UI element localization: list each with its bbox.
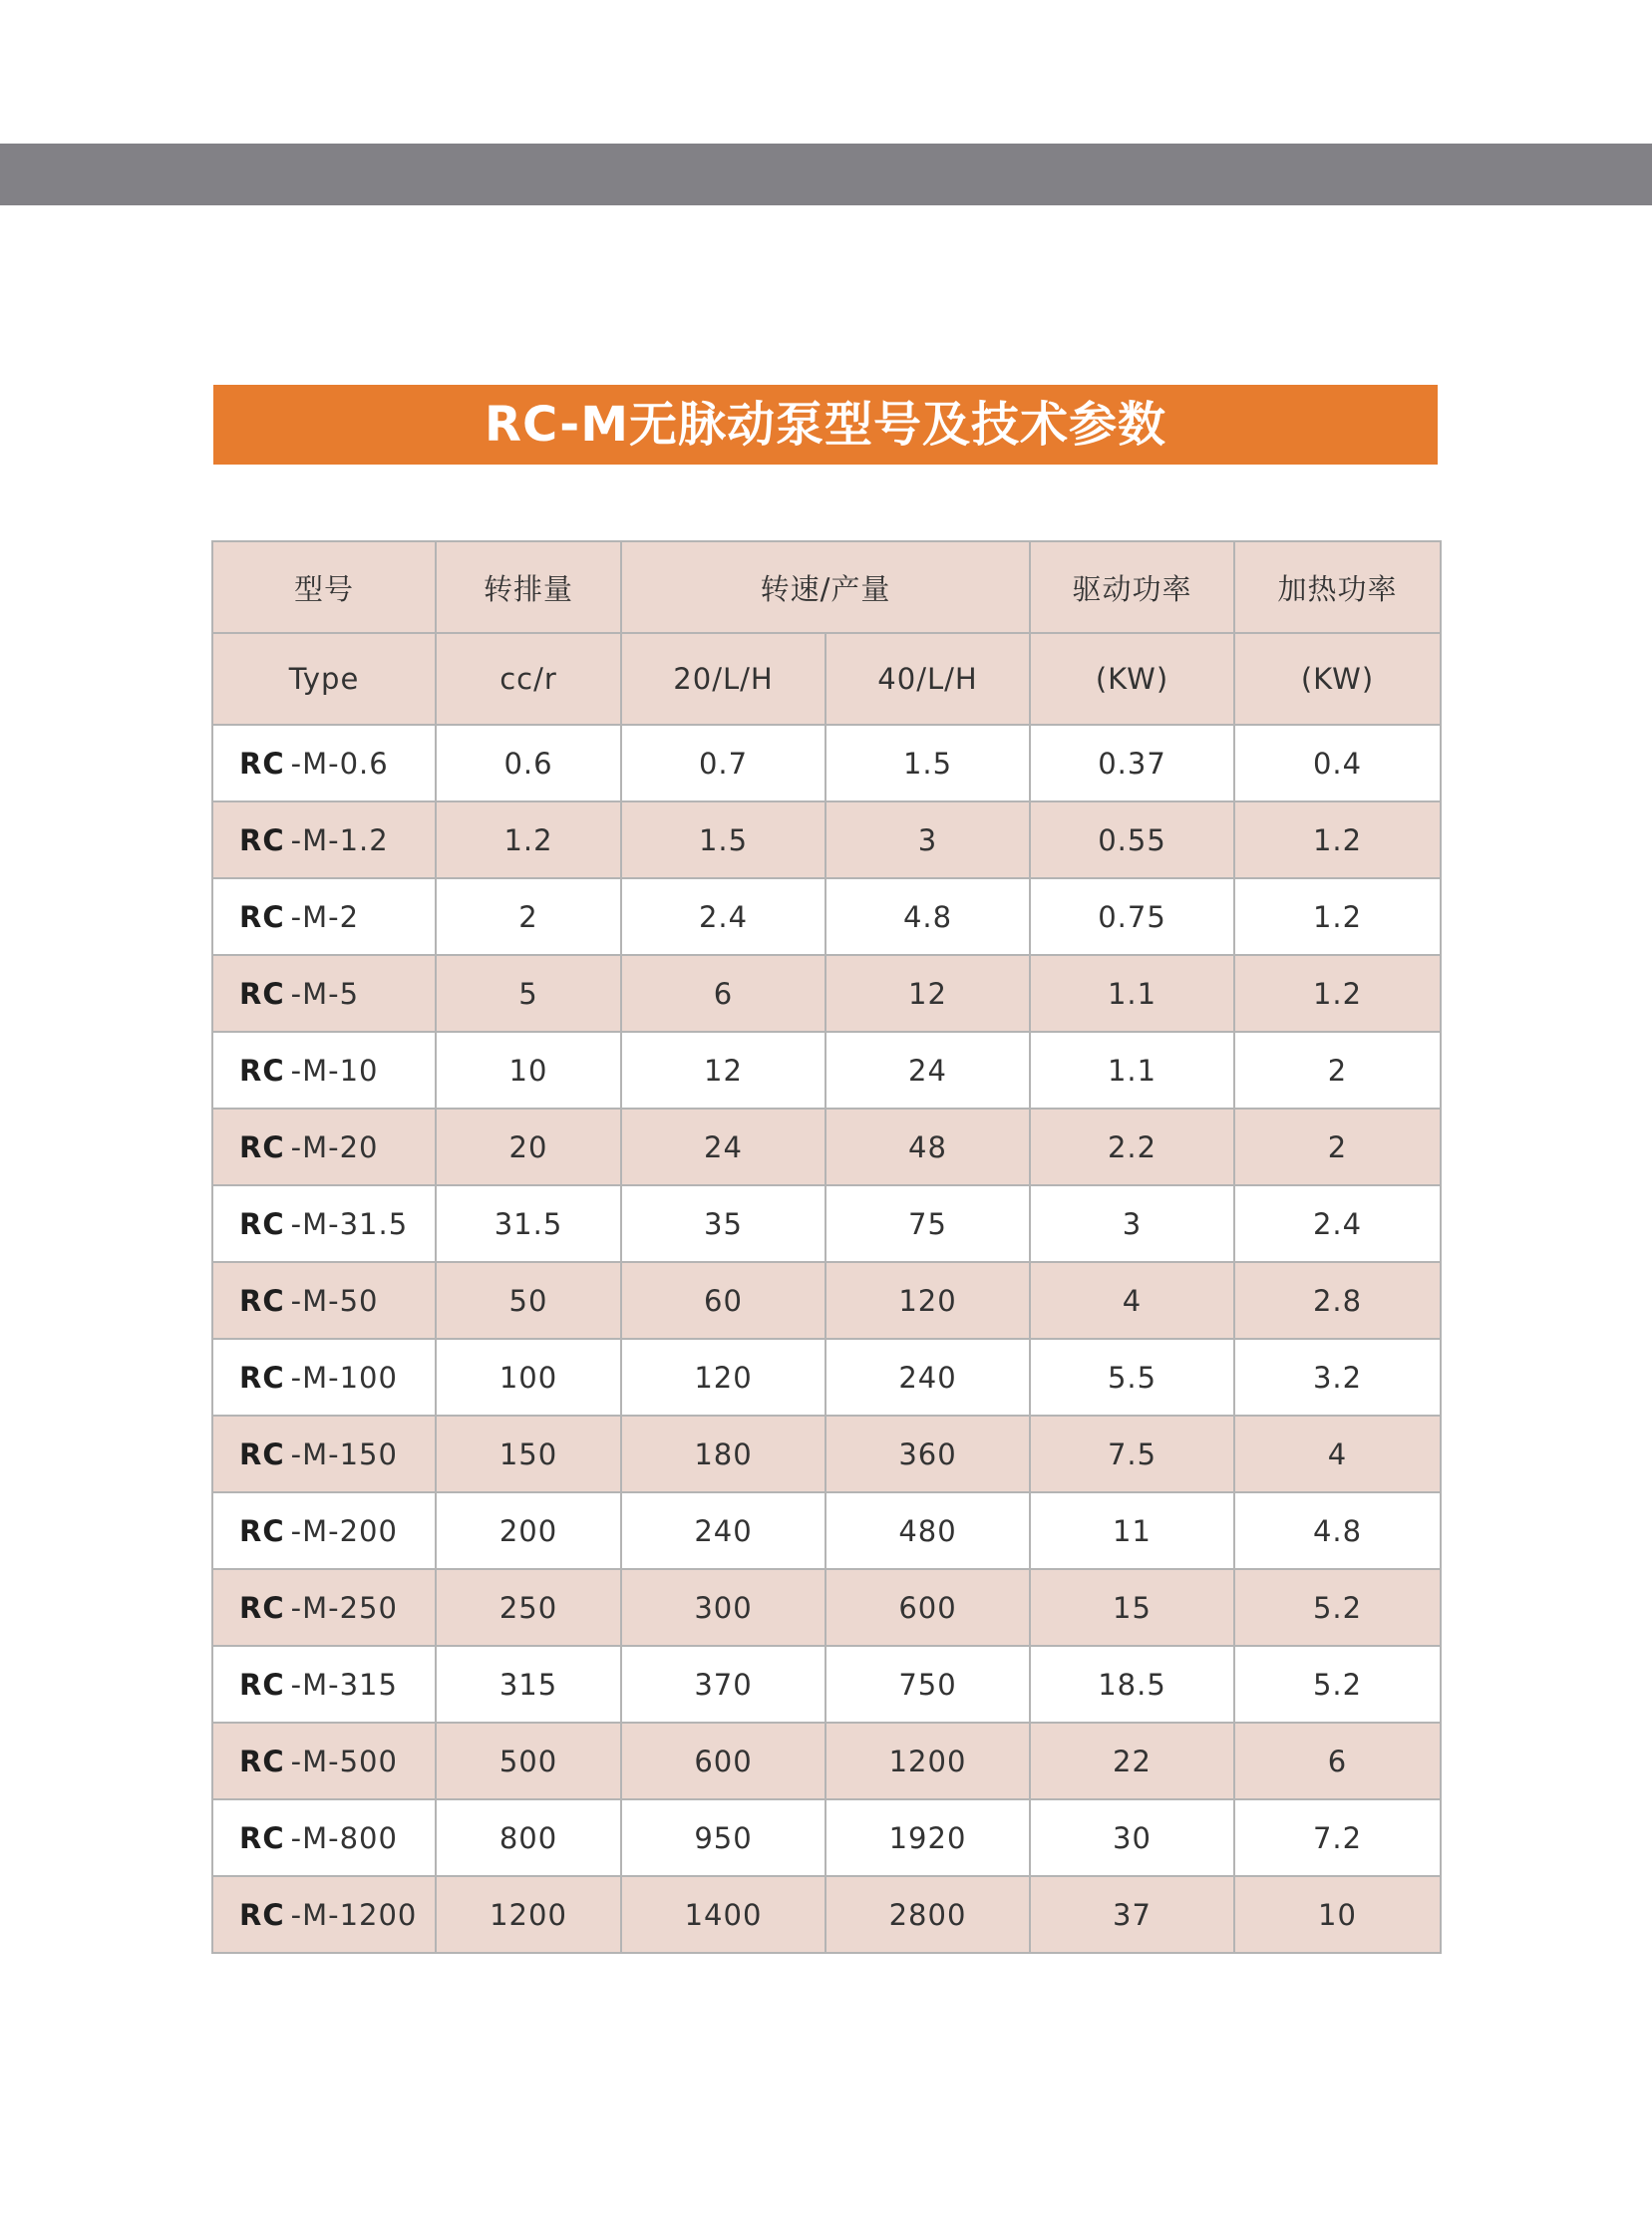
cell-heat-power: 3.2 [1234, 1339, 1441, 1416]
model-prefix: RC [239, 1667, 285, 1702]
model-suffix: -M-2 [290, 899, 360, 934]
header-drive-power: 驱动功率 [1030, 541, 1234, 633]
cell-speed-20: 0.7 [621, 725, 826, 801]
header-heat-power: 加热功率 [1234, 541, 1441, 633]
cell-displacement: 800 [436, 1799, 621, 1876]
cell-drive-power: 37 [1030, 1876, 1234, 1953]
cell-type [212, 1032, 436, 1109]
model-prefix: RC [239, 746, 285, 781]
cell-type [212, 955, 436, 1032]
cell-type [212, 878, 436, 955]
cell-heat-power: 2 [1234, 1109, 1441, 1185]
cell-heat-power: 7.2 [1234, 1799, 1441, 1876]
table-row [212, 1032, 1441, 1109]
table-row [212, 1569, 1441, 1646]
model-prefix: RC [239, 976, 285, 1011]
cell-drive-power: 18.5 [1030, 1646, 1234, 1723]
cell-type [212, 801, 436, 878]
header-type: Type [212, 633, 436, 725]
cell-speed-40: 1200 [826, 1723, 1030, 1799]
model-suffix: -M-1.2 [290, 822, 389, 857]
model-prefix: RC [239, 1590, 285, 1625]
cell-displacement: 50 [436, 1262, 621, 1339]
cell-speed-40: 240 [826, 1339, 1030, 1416]
cell-heat-power: 10 [1234, 1876, 1441, 1953]
cell-drive-power: 0.37 [1030, 725, 1234, 801]
cell-speed-40: 4.8 [826, 878, 1030, 955]
cell-type [212, 1799, 436, 1876]
cell-displacement: 200 [436, 1492, 621, 1569]
cell-heat-power: 1.2 [1234, 801, 1441, 878]
table-row [212, 955, 1441, 1032]
table-row [212, 725, 1441, 801]
table-row [212, 1876, 1441, 1953]
table-row [212, 1723, 1441, 1799]
cell-type [212, 1339, 436, 1416]
model-suffix: -M-31.5 [290, 1206, 409, 1241]
cell-speed-20: 35 [621, 1185, 826, 1262]
model-suffix: -M-0.6 [290, 746, 389, 781]
cell-speed-40: 750 [826, 1646, 1030, 1723]
cell-drive-power: 7.5 [1030, 1416, 1234, 1492]
cell-speed-40: 12 [826, 955, 1030, 1032]
table-row [212, 1799, 1441, 1876]
cell-speed-20: 120 [621, 1339, 826, 1416]
model-prefix: RC [239, 1744, 285, 1778]
cell-drive-power: 11 [1030, 1492, 1234, 1569]
model-suffix: -M-200 [290, 1513, 398, 1548]
model-prefix: RC [239, 1513, 285, 1548]
cell-speed-20: 1400 [621, 1876, 826, 1953]
cell-type [212, 725, 436, 801]
cell-heat-power: 5.2 [1234, 1646, 1441, 1723]
cell-speed-40: 75 [826, 1185, 1030, 1262]
table-row [212, 878, 1441, 955]
cell-drive-power: 0.75 [1030, 878, 1234, 955]
cell-type [212, 1876, 436, 1953]
header-speed-output: 转速/产量 [621, 541, 1030, 633]
cell-speed-20: 1.5 [621, 801, 826, 878]
cell-heat-power: 0.4 [1234, 725, 1441, 801]
model-suffix: -M-100 [290, 1360, 398, 1395]
model-suffix: -M-150 [290, 1436, 398, 1471]
cell-speed-20: 240 [621, 1492, 826, 1569]
model-suffix: -M-1200 [290, 1897, 418, 1932]
header-displacement: 转排量 [436, 541, 621, 633]
cell-displacement: 150 [436, 1416, 621, 1492]
model-suffix: -M-20 [290, 1129, 379, 1164]
cell-speed-20: 600 [621, 1723, 826, 1799]
cell-heat-power: 5.2 [1234, 1569, 1441, 1646]
cell-speed-20: 12 [621, 1032, 826, 1109]
cell-heat-power: 1.2 [1234, 878, 1441, 955]
table-row [212, 801, 1441, 878]
model-suffix: -M-5 [290, 976, 360, 1011]
cell-speed-40: 48 [826, 1109, 1030, 1185]
cell-speed-40: 1.5 [826, 725, 1030, 801]
cell-speed-40: 2800 [826, 1876, 1030, 1953]
cell-type [212, 1262, 436, 1339]
cell-speed-20: 60 [621, 1262, 826, 1339]
model-prefix: RC [239, 1436, 285, 1471]
model-prefix: RC [239, 1129, 285, 1164]
cell-drive-power: 2.2 [1030, 1109, 1234, 1185]
table-row [212, 1416, 1441, 1492]
cell-displacement: 2 [436, 878, 621, 955]
cell-type [212, 1569, 436, 1646]
header-row-units [212, 633, 1441, 725]
cell-heat-power: 6 [1234, 1723, 1441, 1799]
cell-heat-power: 2.4 [1234, 1185, 1441, 1262]
cell-displacement: 20 [436, 1109, 621, 1185]
model-prefix: RC [239, 1053, 285, 1088]
cell-speed-20: 180 [621, 1416, 826, 1492]
model-prefix: RC [239, 1897, 285, 1932]
cell-speed-20: 24 [621, 1109, 826, 1185]
cell-displacement: 250 [436, 1569, 621, 1646]
header-speed-20: 20/L/H [621, 633, 826, 725]
top-gray-band [0, 144, 1652, 205]
cell-speed-40: 120 [826, 1262, 1030, 1339]
model-suffix: -M-250 [290, 1590, 398, 1625]
cell-displacement: 0.6 [436, 725, 621, 801]
cell-speed-20: 2.4 [621, 878, 826, 955]
cell-heat-power: 2.8 [1234, 1262, 1441, 1339]
cell-displacement: 31.5 [436, 1185, 621, 1262]
cell-drive-power: 1.1 [1030, 955, 1234, 1032]
cell-type [212, 1416, 436, 1492]
model-prefix: RC [239, 822, 285, 857]
cell-displacement: 5 [436, 955, 621, 1032]
header-row-cn [212, 541, 1441, 633]
cell-type [212, 1109, 436, 1185]
cell-type [212, 1492, 436, 1569]
model-suffix: -M-500 [290, 1744, 398, 1778]
table-row [212, 1262, 1441, 1339]
model-prefix: RC [239, 1360, 285, 1395]
cell-heat-power: 1.2 [1234, 955, 1441, 1032]
table-row [212, 1646, 1441, 1723]
model-prefix: RC [239, 1820, 285, 1855]
cell-speed-20: 6 [621, 955, 826, 1032]
title-banner [213, 385, 1438, 465]
cell-speed-40: 360 [826, 1416, 1030, 1492]
cell-displacement: 1200 [436, 1876, 621, 1953]
model-suffix: -M-800 [290, 1820, 398, 1855]
header-cc-r: cc/r [436, 633, 621, 725]
model-suffix: -M-50 [290, 1283, 379, 1318]
cell-speed-40: 1920 [826, 1799, 1030, 1876]
cell-drive-power: 15 [1030, 1569, 1234, 1646]
cell-type [212, 1185, 436, 1262]
model-prefix: RC [239, 1283, 285, 1318]
cell-heat-power: 2 [1234, 1032, 1441, 1109]
cell-speed-20: 950 [621, 1799, 826, 1876]
cell-displacement: 315 [436, 1646, 621, 1723]
table-row [212, 1492, 1441, 1569]
cell-speed-40: 24 [826, 1032, 1030, 1109]
model-suffix: -M-10 [290, 1053, 379, 1088]
cell-displacement: 10 [436, 1032, 621, 1109]
cell-drive-power: 22 [1030, 1723, 1234, 1799]
cell-type [212, 1723, 436, 1799]
cell-type [212, 1646, 436, 1723]
model-suffix: -M-315 [290, 1667, 398, 1702]
page-title: RC-M无脉动泵型号及技术参数 [485, 397, 1166, 453]
spec-table [211, 540, 1442, 1954]
cell-speed-40: 480 [826, 1492, 1030, 1569]
table-row [212, 1185, 1441, 1262]
cell-heat-power: 4 [1234, 1416, 1441, 1492]
cell-speed-20: 370 [621, 1646, 826, 1723]
table-row [212, 1339, 1441, 1416]
cell-heat-power: 4.8 [1234, 1492, 1441, 1569]
cell-drive-power: 5.5 [1030, 1339, 1234, 1416]
cell-drive-power: 0.55 [1030, 801, 1234, 878]
model-prefix: RC [239, 899, 285, 934]
header-drive-unit: (KW) [1030, 633, 1234, 725]
cell-displacement: 100 [436, 1339, 621, 1416]
model-prefix: RC [239, 1206, 285, 1241]
header-model: 型号 [212, 541, 436, 633]
cell-displacement: 1.2 [436, 801, 621, 878]
cell-drive-power: 1.1 [1030, 1032, 1234, 1109]
cell-drive-power: 30 [1030, 1799, 1234, 1876]
cell-drive-power: 3 [1030, 1185, 1234, 1262]
cell-speed-40: 600 [826, 1569, 1030, 1646]
cell-displacement: 500 [436, 1723, 621, 1799]
table-row [212, 1109, 1441, 1185]
cell-speed-40: 3 [826, 801, 1030, 878]
cell-drive-power: 4 [1030, 1262, 1234, 1339]
cell-speed-20: 300 [621, 1569, 826, 1646]
header-speed-40: 40/L/H [826, 633, 1030, 725]
header-heat-unit: (KW) [1234, 633, 1441, 725]
